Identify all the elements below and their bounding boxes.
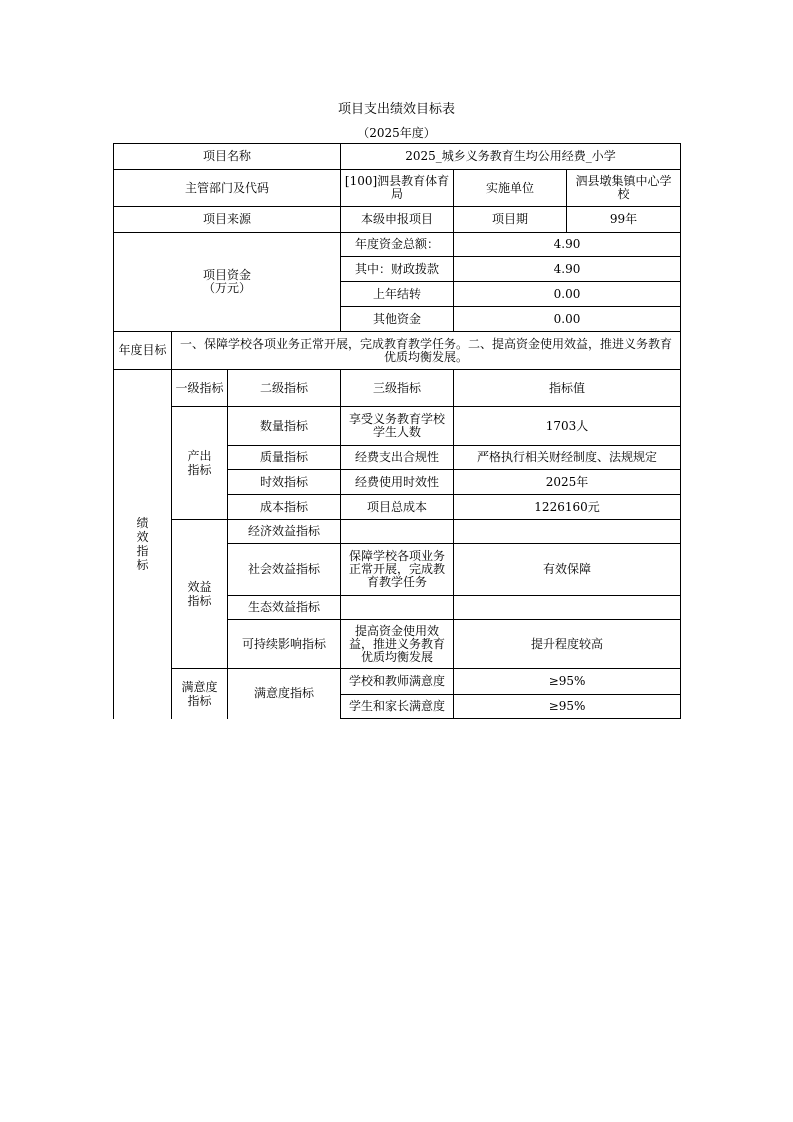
- level2-cell: 可持续影响指标: [228, 620, 341, 669]
- funds-item-label: 年度资金总额：: [341, 233, 454, 257]
- funds-item-label: 其中：财政拨款: [341, 257, 454, 282]
- level3-cell: [341, 596, 454, 620]
- level3-cell: 项目总成本: [341, 495, 454, 520]
- level3-cell: 经费支出合规性: [341, 446, 454, 470]
- level2-cell: 经济效益指标: [228, 520, 341, 544]
- indicator-value-cell: ≥95%: [454, 695, 681, 719]
- project-name-row: [114, 144, 681, 170]
- header-level2: 二级指标: [228, 370, 341, 407]
- indicator-row: [114, 520, 681, 544]
- annual-goal-row: [114, 332, 681, 370]
- funds-item-value: 4.90: [454, 233, 681, 257]
- level2-cell: 生态效益指标: [228, 596, 341, 620]
- project-source-row: [114, 207, 681, 233]
- project-name-value: 2025_城乡义务教育生均公用经费_小学: [341, 144, 681, 170]
- project-source-value: 本级申报项目: [341, 207, 454, 233]
- output-indicator-label: 产出指标: [172, 407, 228, 520]
- project-period-value: 99年: [567, 207, 681, 233]
- performance-indicator-label: 绩效指标: [114, 370, 172, 719]
- performance-target-table: [113, 143, 681, 719]
- implementing-unit-value: 泗县墩集镇中心学校: [567, 170, 681, 207]
- funds-item-label: 其他资金: [341, 307, 454, 332]
- funds-row-total: [114, 233, 681, 257]
- indicator-row: [114, 407, 681, 446]
- funds-item-value: 4.90: [454, 257, 681, 282]
- project-source-label: 项目来源: [114, 207, 341, 233]
- funds-label-line2: （万元）: [203, 281, 252, 295]
- funds-label: [114, 233, 341, 332]
- benefit-indicator-label: 效益指标: [172, 520, 228, 669]
- funds-item-value: 0.00: [454, 282, 681, 307]
- level2-cell: 成本指标: [228, 495, 341, 520]
- header-level1: 一级指标: [172, 370, 228, 407]
- satisfaction-indicator-label: 满意度指标: [172, 669, 228, 719]
- indicator-value-cell: [454, 520, 681, 544]
- level3-cell: 享受义务教育学校学生人数: [341, 407, 454, 446]
- level2-cell: 社会效益指标: [228, 544, 341, 596]
- indicator-value-cell: 严格执行相关财经制度、法规规定: [454, 446, 681, 470]
- page-title: 项目支出绩效目标表: [337, 102, 455, 117]
- indicator-row: [114, 669, 681, 695]
- department-row: [114, 170, 681, 207]
- level3-cell: 保障学校各项业务正常开展，完成教育教学任务: [341, 544, 454, 596]
- level2-cell: 满意度指标: [228, 669, 341, 719]
- header-value: 指标值: [454, 370, 681, 407]
- indicator-value-cell: 1226160元: [454, 495, 681, 520]
- header-level3: 三级指标: [341, 370, 454, 407]
- funds-item-label: 上年结转: [341, 282, 454, 307]
- level3-cell: 提高资金使用效益，推进义务教育优质均衡发展: [341, 620, 454, 669]
- funds-label-line1: 项目资金: [203, 268, 252, 282]
- project-period-label: 项目期: [454, 207, 567, 233]
- level3-cell: 经费使用时效性: [341, 470, 454, 495]
- implementing-unit-label: 实施单位: [454, 170, 567, 207]
- level3-cell: 学校和教师满意度: [341, 669, 454, 695]
- funds-item-value: 0.00: [454, 307, 681, 332]
- indicator-value-cell: 1703人: [454, 407, 681, 446]
- level2-cell: 数量指标: [228, 407, 341, 446]
- level2-cell: 质量指标: [228, 446, 341, 470]
- indicator-value-cell: [454, 596, 681, 620]
- level3-cell: [341, 520, 454, 544]
- project-name-label: 项目名称: [114, 144, 341, 170]
- level3-cell: 学生和家长满意度: [341, 695, 454, 719]
- indicator-value-cell: 2025年: [454, 470, 681, 495]
- annual-goal-text: 一、保障学校各项业务正常开展，完成教育教学任务。二、提高资金使用效益，推进义务教育优质均衡发展。: [172, 332, 681, 370]
- department-value: [100]泗县教育体育局: [341, 170, 454, 207]
- indicator-value-cell: ≥95%: [454, 669, 681, 695]
- indicator-header-row: [114, 370, 681, 407]
- indicator-value-cell: 有效保障: [454, 544, 681, 596]
- annual-goal-label: 年度目标: [114, 332, 172, 370]
- level2-cell: 时效指标: [228, 470, 341, 495]
- department-label: 主管部门及代码: [114, 170, 341, 207]
- page-subtitle: （2025年度）: [357, 126, 436, 140]
- indicator-value-cell: 提升程度较高: [454, 620, 681, 669]
